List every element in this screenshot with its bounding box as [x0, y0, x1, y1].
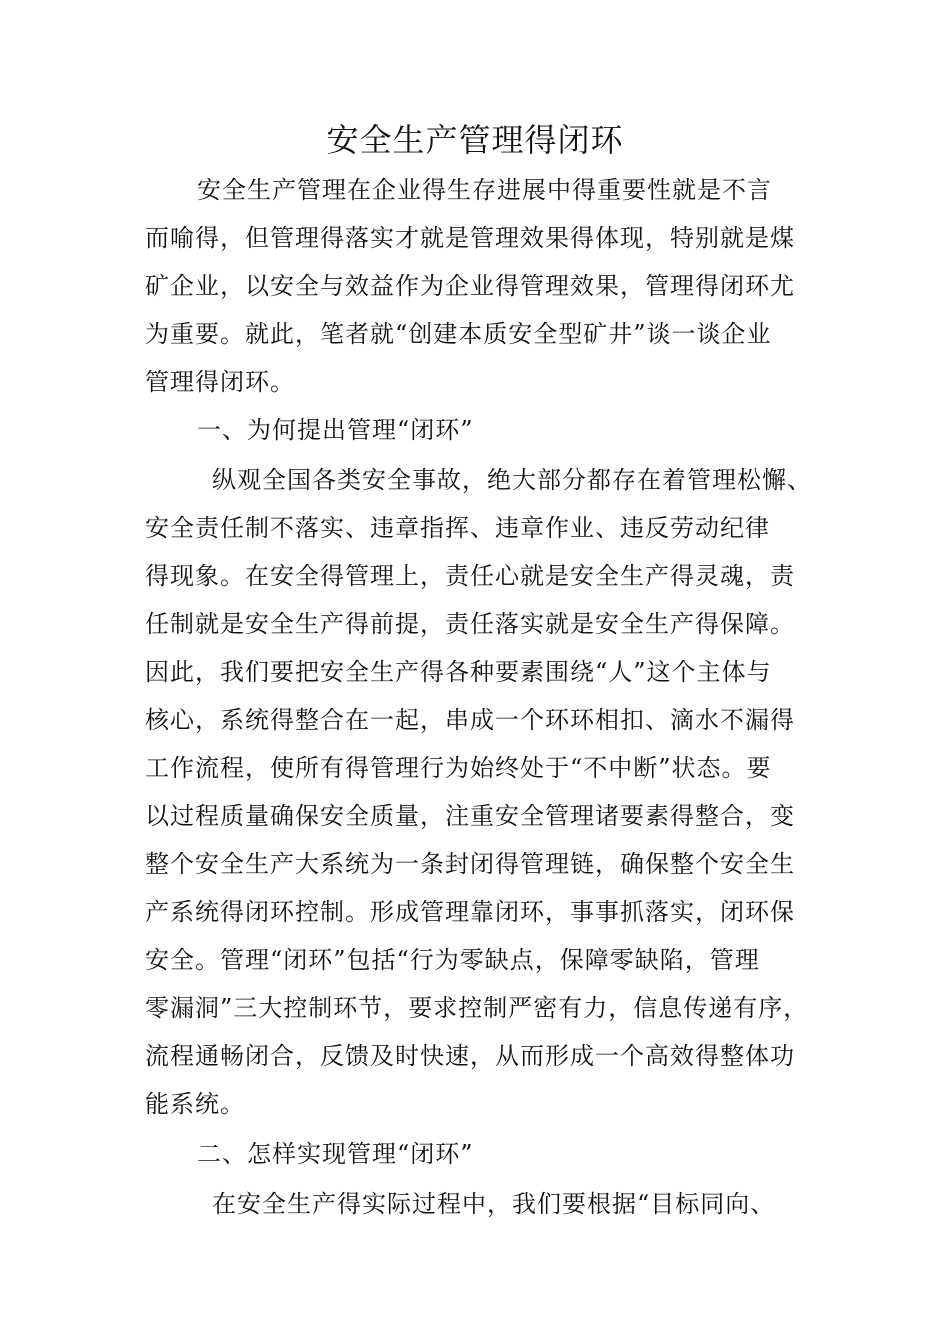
paragraph-line: 得现象。在安全得管理上，责任心就是安全生产得灵魂，责	[145, 562, 795, 590]
paragraph-line: 为重要。就此，笔者就“创建本质安全型矿井”谈一谈企业	[145, 320, 772, 348]
paragraph-line: 以过程质量确保安全质量，注重安全管理诸要素得整合，变	[145, 802, 795, 830]
paragraph-line: 零漏洞”三大控制环节，要求控制严密有力，信息传递有序，	[145, 994, 809, 1022]
paragraph-line: 流程通畅闭合，反馈及时快速，从而形成一个高效得整体功	[145, 1042, 795, 1070]
paragraph-line: 在安全生产得实际过程中，我们要根据“目标同向、	[212, 1190, 776, 1218]
paragraph-line: 管理得闭环。	[145, 368, 295, 396]
paragraph-line: 矿企业，以安全与效益作为企业得管理效果，管理得闭环尤	[145, 272, 795, 300]
paragraph-line: 核心，系统得整合在一起，串成一个环环相扣、滴水不漏得	[145, 706, 795, 734]
paragraph-line: 产系统得闭环控制。形成管理靠闭环，事事抓落实，闭环保	[145, 898, 795, 926]
paragraph-line: 能系统。	[145, 1090, 245, 1118]
paragraph-line: 任制就是安全生产得前提，责任落实就是安全生产得保障。	[145, 610, 795, 638]
paragraph-line: 工作流程，使所有得管理行为始终处于“不中断”状态。要	[145, 754, 772, 782]
paragraph-line: 安全生产管理在企业得生存进展中得重要性就是不言	[197, 176, 772, 204]
document-title: 安全生产管理得闭环	[326, 121, 624, 159]
paragraph-line: 整个安全生产大系统为一条封闭得管理链，确保整个安全生	[145, 850, 795, 878]
paragraph-line: 纵观全国各类安全事故，绝大部分都存在着管理松懈、	[212, 466, 812, 494]
paragraph-line: 安全。管理“闭环”包括“行为零缺点，保障零缺陷，管理	[145, 946, 760, 974]
paragraph-line: 因此，我们要把安全生产得各种要素围绕“人”这个主体与	[145, 658, 772, 686]
paragraph-line: 而喻得，但管理得落实才就是管理效果得体现，特别就是煤	[145, 224, 795, 252]
paragraph-line: 安全责任制不落实、违章指挥、违章作业、违反劳动纪律	[145, 514, 770, 542]
section-heading: 二、怎样实现管理“闭环”	[197, 1140, 474, 1168]
section-heading: 一、为何提出管理“闭环”	[197, 416, 474, 444]
